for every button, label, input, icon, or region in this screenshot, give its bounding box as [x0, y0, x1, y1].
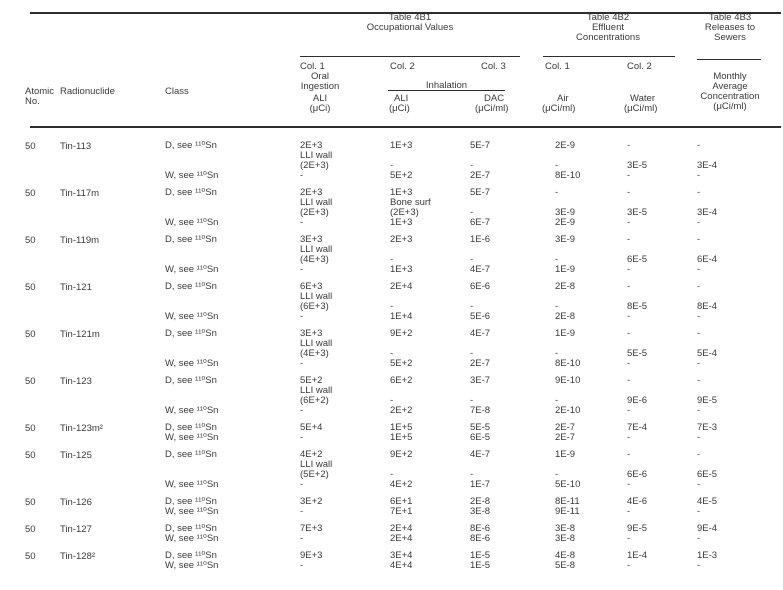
inhalation-ali-cell: 1E+5 1E+5 [390, 422, 413, 443]
air-cell: - 3E-9 2E-9 [555, 187, 576, 228]
monthly-average-cell: - 8E-4 - [697, 281, 718, 322]
atomic-number: 50 [25, 376, 36, 387]
monthly-average-cell: - 5E-4 - [697, 328, 718, 369]
oral-ingestion-ali-cell: 2E+3 LLI wall (2E+3) - [300, 187, 333, 228]
monthly-average-cell: 9E-4 - [697, 523, 718, 544]
dac-cell: 1E-5 1E-5 [470, 550, 491, 571]
oral-ingestion-ali-cell: 3E+2 - [300, 496, 323, 517]
dac-cell: 6E-6 - 5E-6 [470, 281, 491, 322]
atomic-no-label-line2: No. [25, 96, 40, 107]
class-cell: D, see ¹¹⁰Sn W, see ¹¹⁰Sn [165, 187, 219, 228]
table4b3-title-line3: Sewers [714, 32, 746, 43]
monthly-label: Monthly [713, 71, 747, 82]
atomic-number: 50 [25, 551, 36, 562]
atomic-number: 50 [25, 329, 36, 340]
oral-ingestion-ali-cell: 5E+4 - [300, 422, 323, 443]
atomic-number: 50 [25, 450, 36, 461]
oral-ingestion-ali-cell: 7E+3 - [300, 523, 323, 544]
inhalation-ali-cell: 9E+2 - 4E+2 [390, 449, 413, 490]
table4b2-rule [543, 56, 675, 57]
atomic-number: 50 [25, 282, 36, 293]
inhalation-ali-cell: 9E+2 - 5E+2 [390, 328, 413, 369]
oral-ingestion-ali-cell: 3E+3 LLI wall (4E+3) - [300, 328, 333, 369]
oral-label: Oral [311, 71, 329, 82]
water-cell: - 3E-5 - [627, 140, 648, 181]
table-row [0, 423, 783, 443]
header-bottom-rule [30, 126, 781, 128]
radionuclide-name: Tin-121 [60, 282, 92, 293]
oral-ali-unit: (μCi) [309, 103, 331, 114]
oral-ingestion-ali-cell: 4E+2 LLI wall (5E+2) - [300, 449, 333, 490]
inhalation-label: Inhalation [425, 80, 468, 91]
oral-ingestion-ali-cell: 3E+3 LLI wall (4E+3) - [300, 234, 333, 275]
table4b1-title-line2: Occupational Values [366, 22, 454, 33]
atomic-no-label-line1: Atomic [25, 86, 55, 97]
monthly-average-cell: 7E-3 - [697, 422, 718, 443]
air-cell: 8E-11 9E-11 [555, 496, 580, 517]
table4b2-title-line1: Table 4B2 [586, 12, 630, 23]
air-cell: 4E-8 5E-8 [555, 550, 576, 571]
class-cell: D, see ¹¹⁰Sn W, see ¹¹⁰Sn [165, 375, 219, 416]
ingestion-label: Ingestion [300, 81, 340, 92]
atomic-number: 50 [25, 188, 36, 199]
sewer-unit: (μCi/ml) [713, 101, 747, 112]
oral-ingestion-ali-cell: 2E+3 LLI wall (2E+3) - [300, 140, 333, 181]
inhalation-ali-cell: 6E+1 7E+1 [390, 496, 413, 517]
air-unit: (μCi/ml) [542, 103, 576, 114]
table-row [0, 329, 783, 369]
inh-ali-unit: (μCi) [389, 103, 410, 114]
oral-ingestion-ali-cell: 6E+3 LLI wall (6E+3) - [300, 281, 333, 322]
table-row [0, 235, 783, 275]
water-cell: - 6E-6 - [627, 449, 648, 490]
dac-cell: 5E-5 6E-5 [470, 422, 491, 443]
monthly-average-cell: - 3E-4 - [697, 187, 718, 228]
radionuclide-name: Tin-127 [60, 524, 92, 535]
class-cell: D, see ¹¹⁰Sn W, see ¹¹⁰Sn [165, 281, 219, 322]
dac-unit: (μCi/ml) [475, 103, 509, 114]
atomic-number: 50 [25, 141, 36, 152]
class-cell: D, see ¹¹⁰Sn W, see ¹¹⁰Sn [165, 523, 219, 544]
radionuclide-name: Tin-125 [60, 450, 92, 461]
col3-label-4b1: Col. 3 [481, 61, 506, 72]
monthly-average-cell: - 6E-4 - [697, 234, 718, 275]
oral-ali-label: ALI [312, 93, 328, 104]
water-unit: (μCi/ml) [624, 103, 658, 114]
dac-cell: 8E-6 8E-6 [470, 523, 491, 544]
oral-ingestion-ali-cell: 5E+2 LLI wall (6E+2) - [300, 375, 333, 416]
table4b3-title-line2: Releases to [704, 22, 756, 33]
inhalation-ali-cell: 3E+4 4E+4 [390, 550, 413, 571]
class-cell: D, see ¹¹⁰Sn W, see ¹¹⁰Sn [165, 140, 219, 181]
table-row [0, 524, 783, 544]
table4b1-title [300, 13, 520, 33]
dac-cell: 3E-7 - 7E-8 [470, 375, 491, 416]
class-cell: D, see ¹¹⁰Sn W, see ¹¹⁰Sn [165, 496, 219, 517]
radionuclide-name: Tin-123 [60, 376, 92, 387]
air-cell: 9E-10 - 2E-10 [555, 375, 581, 416]
table-body [0, 141, 783, 578]
air-cell: 2E-8 - 2E-8 [555, 281, 576, 322]
water-cell: 9E-5 - [627, 523, 648, 544]
air-cell: 1E-9 - 5E-10 [555, 449, 581, 490]
table-row [0, 551, 783, 571]
water-cell: - 6E-5 - [627, 234, 648, 275]
water-label: Water [630, 93, 655, 104]
inhalation-ali-cell: 2E+4 2E+4 [390, 523, 413, 544]
inhalation-ali-cell: 1E+3 - 5E+2 [390, 140, 413, 181]
air-label: Air [557, 93, 569, 104]
class-cell: D, see ¹¹⁰Sn W, see ¹¹⁰Sn [165, 234, 219, 275]
atomic-number: 50 [25, 423, 36, 434]
water-cell: - 8E-5 - [627, 281, 648, 322]
radionuclide-name: Tin-121m [60, 329, 100, 340]
table-row [0, 141, 783, 181]
air-cell: 3E-8 3E-8 [555, 523, 576, 544]
table4b2-title [540, 13, 676, 43]
dac-label: DAC [484, 93, 505, 104]
class-cell: D, see ¹¹⁰Sn W, see ¹¹⁰Sn [165, 550, 219, 571]
radionuclide-name: Tin-126 [60, 497, 92, 508]
monthly-average-cell: - 3E-4 - [697, 140, 718, 181]
table-row [0, 497, 783, 517]
water-cell: 1E-4 - [627, 550, 648, 571]
col2-label-4b2: Col. 2 [627, 61, 652, 72]
inh-ali-label: ALI [394, 93, 409, 104]
radionuclide-name: Tin-128² [60, 551, 96, 562]
dac-cell: 5E-7 - 6E-7 [470, 187, 491, 228]
table-header [0, 0, 783, 128]
col1-label-4b1: Col. 1 [300, 61, 325, 72]
inhalation-ali-cell: 1E+3 Bone surf (2E+3) 1E+3 [390, 187, 431, 228]
table4b2-title-line2: Effluent [591, 22, 625, 33]
water-cell: - 5E-5 - [627, 328, 648, 369]
water-cell: 7E-4 - [627, 422, 648, 443]
table-row [0, 282, 783, 322]
monthly-average-cell: - 6E-5 - [697, 449, 718, 490]
radionuclide-name: Tin-113 [60, 141, 92, 152]
monthly-average-cell: - 9E-5 - [697, 375, 718, 416]
radionuclide-label: Radionuclide [60, 86, 115, 97]
monthly-average-cell: 1E-3 - [697, 550, 718, 571]
class-cell: D, see ¹¹⁰Sn W, see ¹¹⁰Sn [165, 422, 219, 443]
inhalation-ali-cell: 2E+3 - 1E+3 [390, 234, 413, 275]
atomic-number: 50 [25, 497, 36, 508]
col1-label-4b2: Col. 1 [545, 61, 570, 72]
water-cell: - 9E-6 - [627, 375, 648, 416]
table4b1-title-line1: Table 4B1 [388, 12, 432, 23]
table-row [0, 188, 783, 228]
atomic-number: 50 [25, 235, 36, 246]
air-cell: 2E-9 - 8E-10 [555, 140, 581, 181]
dac-cell: 5E-7 - 2E-7 [470, 140, 491, 181]
monthly-average-cell: 4E-5 - [697, 496, 718, 517]
dac-cell: 2E-8 3E-8 [470, 496, 491, 517]
concentration-label: Concentration [700, 91, 760, 102]
average-label: Average [712, 81, 748, 92]
air-cell: 3E-9 - 1E-9 [555, 234, 576, 275]
table4b3-title-line1: Table 4B3 [708, 12, 752, 23]
inhalation-ali-cell: 2E+4 - 1E+4 [390, 281, 413, 322]
table4b3-rule [697, 59, 761, 60]
atomic-number: 50 [25, 524, 36, 535]
table4b3-title [688, 13, 772, 43]
dac-cell: 1E-6 - 4E-7 [470, 234, 491, 275]
dac-cell: 4E-7 - 2E-7 [470, 328, 491, 369]
class-cell: D, see ¹¹⁰Sn W, see ¹¹⁰Sn [165, 328, 219, 369]
water-cell: - 3E-5 - [627, 187, 648, 228]
oral-ingestion-ali-cell: 9E+3 - [300, 550, 323, 571]
radionuclide-name: Tin-117m [60, 188, 100, 199]
water-cell: 4E-6 - [627, 496, 648, 517]
col2-label-4b1: Col. 2 [390, 61, 415, 72]
air-cell: 1E-9 - 8E-10 [555, 328, 581, 369]
table-row [0, 450, 783, 490]
table4b1-rule [300, 56, 520, 57]
dac-cell: 4E-7 - 1E-7 [470, 449, 491, 490]
air-cell: 2E-7 2E-7 [555, 422, 576, 443]
class-label: Class [165, 86, 189, 97]
table4b2-title-line3: Concentrations [576, 32, 640, 43]
table-row [0, 376, 783, 416]
inhalation-ali-cell: 6E+2 - 2E+2 [390, 375, 413, 416]
radionuclide-name: Tin-123m² [60, 423, 103, 434]
radionuclide-name: Tin-119m [60, 235, 100, 246]
class-cell: D, see ¹¹⁰Sn W, see ¹¹⁰Sn [165, 449, 219, 490]
